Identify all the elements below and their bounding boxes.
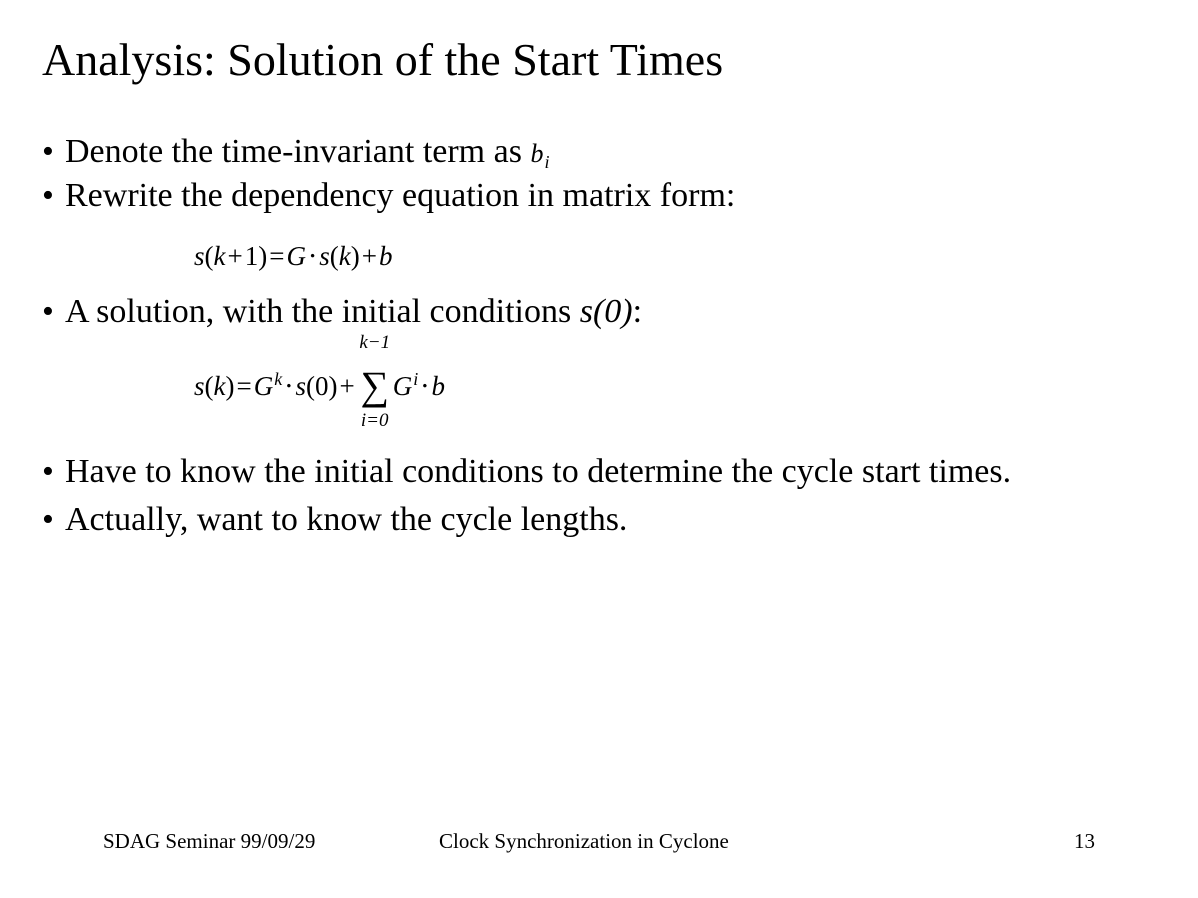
bullet-dot: •	[42, 453, 54, 490]
slide-title: Analysis: Solution of the Start Times	[42, 34, 724, 85]
bullet-suffix: :	[632, 293, 643, 330]
bullet-text: Actually, want to know the cycle lengths.	[65, 501, 628, 538]
bullet-text: Rewrite the dependency equation in matrix form:	[65, 177, 736, 214]
bullet-denote-term	[42, 132, 549, 182]
bullet-text: Have to know the initial conditions to determine the cycle start times.	[65, 453, 1012, 490]
bullet-text: A solution, with the initial conditions	[65, 293, 580, 330]
math-variable: $b_i$	[530, 139, 550, 172]
footer-center: Clock Synchronization in Cyclone	[439, 829, 729, 853]
bullet-solution-initial	[42, 292, 642, 332]
footer-left: SDAG Seminar 99/09/29	[103, 829, 316, 853]
bullet-cycle-lengths	[42, 500, 627, 540]
bullet-dot: •	[42, 133, 54, 170]
summation: k−1 ∑ i=0	[359, 332, 391, 431]
bullet-rewrite-equation	[42, 176, 735, 216]
bullet-dot: •	[42, 177, 54, 214]
bullet-dot: •	[42, 501, 54, 538]
bullet-text: Denote the time-invariant term as	[65, 133, 531, 170]
bullet-dot: •	[42, 293, 54, 330]
equation-recurrence: s(k+1)=G⋅s(k)+b	[194, 241, 393, 271]
bullet-know-initial	[42, 452, 1011, 492]
math-variable: s(0)	[579, 293, 633, 330]
page-number: 13	[1074, 829, 1095, 853]
equation-solution: $s(k)=G^k\cdot s(0)+$ k−1 ∑ i=0 $G^i\cdot b$	[194, 332, 445, 431]
